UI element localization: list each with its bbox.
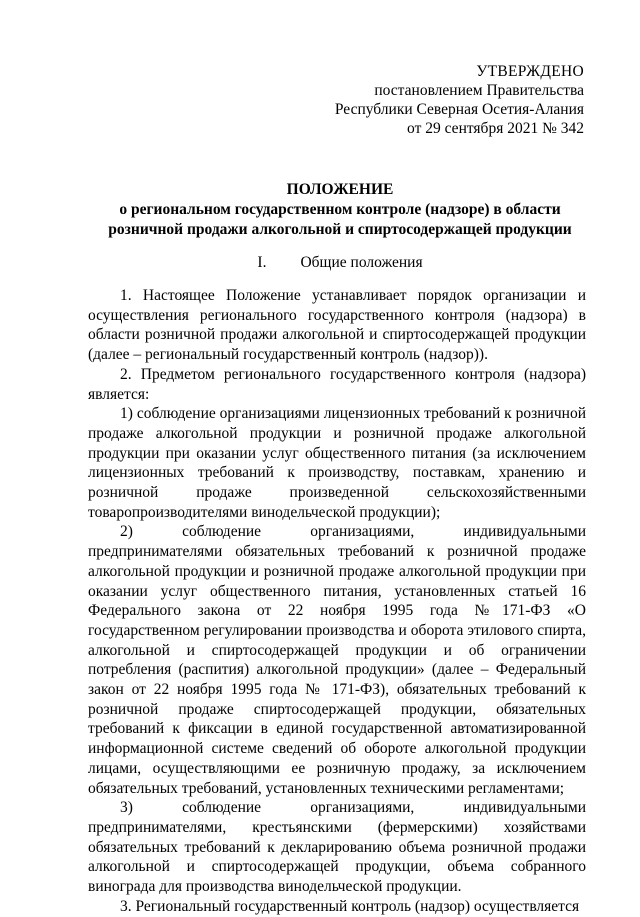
paragraph: 1. Настоящее Положение устанавливает порядок организации и осуществления регионального государственного контроля (надзора) в области розничной продажи алкогольной и спиртосодержащей продукции (далее – региональный государственный контроль (надзор)). bbox=[88, 287, 586, 364]
section-heading bbox=[60, 253, 620, 273]
approval-heading: УТВЕРЖДЕНО bbox=[476, 63, 584, 80]
title-subtitle-line-2: розничной продажи алкогольной и спиртосодержащей продукции bbox=[108, 221, 572, 238]
title-heading: ПОЛОЖЕНИЕ bbox=[286, 181, 394, 198]
approval-stamp bbox=[335, 62, 584, 138]
paragraph: 3) соблюдение организациями, индивидуальными предпринимателями, крестьянскими (фермерскими) хозяйствами обязательных требований к декларированию объема розничной продажи алкогольной и спиртосодержащей продукции, объема собранного винограда для производства винодельческой продукции. bbox=[88, 799, 586, 896]
approval-line-republic: Республики Северная Осетия-Алания bbox=[334, 101, 584, 118]
approval-line-resolution: постановлением Правительства bbox=[374, 82, 584, 99]
paragraph: 2) соблюдение организациями, индивидуальными предпринимателями обязательных требований к розничной продаже алкогольной продукции и розничной продаже алкогольной продукции при оказании услуг общественного питания, установленных статьей 16 Федерального закона от 22 ноября 1995 года №171-ФЗ «О государственном регулировании производства и оборота этилового спирта, алкогольной и спиртосодержащей продукции и об ограничении потребления (распития) алкогольной продукции» (далее – Федеральный закон от 22 ноября 1995 года № 171-ФЗ), обязательных требований к розничной продаже спиртосодержащей продукции, обязательных требований к фиксации в единой государственной автоматизированной информационной системе сведений об обороте алкогольной продукции лицами, осуществляющими ее розничную продажу, за исключением обязательных требований, установленных техническими регламентами; bbox=[88, 523, 586, 797]
approval-line-date: от 29 сентября 2021 № 342 bbox=[407, 120, 584, 137]
paragraph: 3. Региональный государственный контроль (надзор) осуществляется bbox=[120, 897, 580, 915]
paragraph: 1) соблюдение организациями лицензионных требований к розничной продаже алкогольной продукции и розничной продаже алкогольной продукции при оказании услуг общественного питания (за исключением лицензионных требований к производству, поставкам, хранению и розничной продаже произведенной сельскохозяйственными товаропроизводителями винодельческой продукции); bbox=[88, 405, 586, 521]
section-title: Общие положения bbox=[300, 254, 423, 271]
document-title bbox=[60, 180, 620, 240]
paragraph: 2. Предметом регионального государственного контроля (надзора) является: bbox=[88, 365, 586, 403]
section-number: I. bbox=[257, 254, 267, 271]
title-subtitle-line-1: о региональном государственном контроле (надзоре) в области bbox=[119, 201, 561, 218]
document-body bbox=[88, 286, 586, 917]
